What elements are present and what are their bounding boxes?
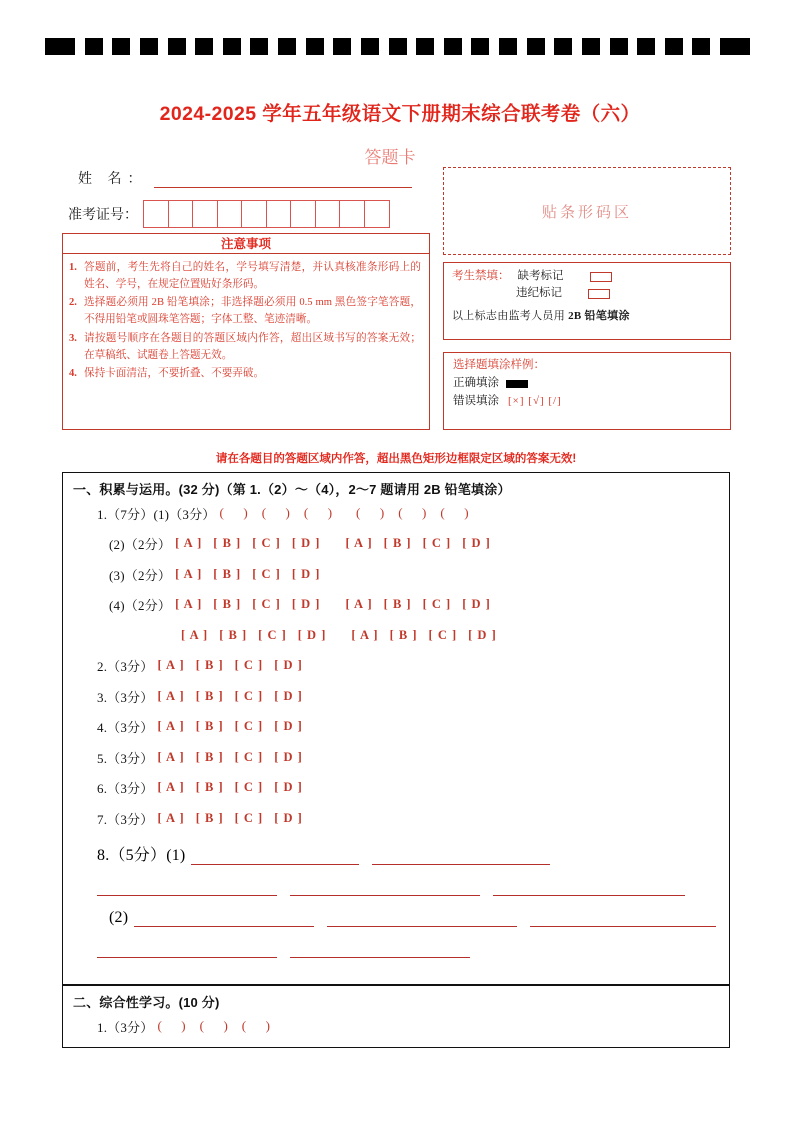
timing-mark: [223, 38, 241, 55]
notice-item-text: 答题前，考生先将自己的姓名，学号填写清楚，并认真核准条形码上的姓名、学号，在规定位置贴好条形码。: [84, 262, 421, 291]
absent-mark-row: [452, 268, 722, 285]
violation-mark-label: 违纪标记: [516, 287, 562, 300]
question-row: [63, 498, 729, 529]
question-row: [63, 529, 729, 560]
option-bubble-c[interactable]: [ C ]: [234, 810, 264, 825]
option-group: [157, 780, 313, 795]
timing-mark: [665, 38, 683, 55]
timing-mark: [637, 38, 655, 55]
answer-write-line[interactable]: [530, 912, 716, 927]
option-bubble-b[interactable]: [ B ]: [213, 536, 242, 551]
option-bubble-a[interactable]: [ A ]: [157, 749, 185, 764]
exam-number-cell[interactable]: [291, 201, 316, 227]
timing-mark: [389, 38, 407, 55]
option-bubble-b[interactable]: [ B ]: [195, 780, 224, 795]
option-group: [157, 719, 313, 734]
question-row: [63, 712, 729, 743]
answer-parenthesis[interactable]: ( ): [199, 1018, 228, 1034]
question-label: (4)（2分）: [109, 598, 172, 614]
option-bubble-d[interactable]: [ D ]: [274, 810, 303, 825]
answer-lines-row: [63, 927, 729, 958]
violation-mark-row: [452, 285, 722, 302]
option-bubble-d[interactable]: [ D ]: [291, 566, 321, 581]
correct-fill-label: 正确填涂: [453, 376, 499, 389]
question-label: 4.（3分）: [97, 720, 154, 736]
notice-list: [63, 254, 429, 382]
option-bubble-b[interactable]: [ B ]: [195, 658, 224, 673]
page-title: 2024-2025 学年五年级语文下册期末综合联考卷（六）: [159, 103, 641, 125]
answer-lines-row: [63, 865, 729, 896]
option-bubble-d[interactable]: [ D ]: [274, 780, 303, 795]
exam-number-cell[interactable]: [242, 201, 267, 227]
timing-mark: [499, 38, 517, 55]
option-bubble-b[interactable]: [ B ]: [195, 810, 224, 825]
option-bubble-a[interactable]: [ A ]: [345, 597, 373, 612]
option-bubble-c[interactable]: [ C ]: [252, 566, 281, 581]
option-bubble-b[interactable]: [ B ]: [219, 627, 248, 642]
option-bubble-d[interactable]: [ D ]: [297, 627, 327, 642]
option-bubble-d[interactable]: [ D ]: [291, 536, 321, 551]
timing-mark: [610, 38, 628, 55]
region-warning-text: 请在各题目的答题区域内作答，超出黑色矩形边框限定区域的答案无效!: [215, 453, 577, 465]
question-row: [63, 1011, 729, 1042]
option-bubble-d[interactable]: [ D ]: [274, 749, 303, 764]
question-label: 7.（3分）: [97, 811, 154, 827]
exam-number-row: [68, 200, 390, 228]
answer-lines-row: [63, 896, 729, 927]
barcode-paste-area: [443, 167, 731, 255]
question-label: 1.（7分）(1)（3分）: [97, 506, 216, 522]
exam-number-cell[interactable]: [365, 201, 390, 227]
question-row: [63, 559, 729, 590]
timing-mark: [140, 38, 158, 55]
timing-mark: [720, 38, 750, 55]
timing-mark: [333, 38, 351, 55]
question-row: [63, 681, 729, 712]
section-1-heading: 一、积累与运用。(32 分)（第 1.（2）～（4），2～7 题请用 2B 铅笔填涂）: [73, 482, 511, 497]
option-group: [175, 536, 331, 551]
question-label: (2)（2分）: [109, 537, 172, 553]
option-bubble-b[interactable]: [ B ]: [195, 688, 224, 703]
answer-sheet-subtitle: 答题卡: [364, 148, 416, 167]
section-2-heading: 二、综合性学习。(10 分): [73, 995, 220, 1010]
timing-mark: [554, 38, 572, 55]
notice-item: [69, 365, 421, 382]
option-bubble-c[interactable]: [ C ]: [252, 597, 281, 612]
option-bubble-d[interactable]: [ D ]: [274, 688, 303, 703]
wrong-fill-marks: [×] [√] [/]: [508, 395, 562, 407]
section-2-rows: [63, 1011, 729, 1042]
option-group: [345, 597, 501, 612]
exam-number-cell[interactable]: [144, 201, 169, 227]
option-bubble-a[interactable]: [ A ]: [175, 566, 203, 581]
exam-number-label: 准考证号：: [68, 208, 138, 223]
timing-mark: [692, 38, 710, 55]
timing-mark: [582, 38, 600, 55]
absent-mark-label: 缺考标记: [517, 270, 564, 282]
barcode-area-label: 贴条形码区: [541, 204, 632, 221]
absent-mark-checkbox[interactable]: [590, 272, 612, 282]
answer-write-line[interactable]: [372, 850, 550, 865]
option-bubble-a[interactable]: [ A ]: [181, 627, 209, 642]
exam-number-cell[interactable]: [218, 201, 243, 227]
question-label: (2): [109, 908, 129, 926]
timing-mark: [112, 38, 130, 55]
exam-number-cell[interactable]: [169, 201, 194, 227]
name-input-line[interactable]: [154, 172, 413, 188]
option-group: [157, 750, 313, 765]
exam-number-cell[interactable]: [267, 201, 292, 227]
option-group: [351, 628, 507, 643]
option-group: [157, 658, 313, 673]
wrong-fill-row: [453, 393, 721, 411]
notice-item-number: 4.: [69, 367, 77, 379]
option-group: [157, 811, 313, 826]
option-bubble-c[interactable]: [ C ]: [234, 719, 264, 734]
question-label: 3.（3分）: [97, 689, 154, 705]
answer-write-line[interactable]: [97, 943, 277, 958]
answer-write-line[interactable]: [97, 881, 277, 896]
notice-item: [69, 330, 421, 364]
notice-item-text: 选择题必须用 2B 铅笔填涂；非选择题必须用 0.5 mm 黑色签字笔答题，不得用铅笔或圆珠笔答题；字体工整、笔迹清晰。: [84, 297, 421, 326]
timing-mark: [85, 38, 103, 55]
option-bubble-b[interactable]: [ B ]: [195, 749, 224, 764]
question-row: [63, 773, 729, 804]
timing-mark: [168, 38, 186, 55]
option-bubble-d[interactable]: [ D ]: [274, 658, 303, 673]
option-bubble-d[interactable]: [ D ]: [274, 719, 303, 734]
question-label: 5.（3分）: [97, 750, 154, 766]
fill-sample-box: [443, 352, 731, 430]
option-bubble-d[interactable]: [ D ]: [462, 536, 491, 551]
answer-write-line[interactable]: [493, 881, 685, 896]
option-bubble-c[interactable]: [ C ]: [422, 536, 452, 551]
option-bubble-a[interactable]: [ A ]: [175, 536, 203, 551]
notice-item-text: 保持卡面清洁，不要折叠、不要弄破。: [84, 367, 265, 379]
invigilator-footnote-bold: 2B 铅笔填涂: [568, 309, 630, 322]
answer-write-line[interactable]: [327, 912, 517, 927]
answer-parenthesis[interactable]: ( ): [398, 505, 427, 521]
option-bubble-c[interactable]: [ C ]: [234, 658, 264, 673]
timing-mark: [444, 38, 462, 55]
question-label: 2.（3分）: [97, 659, 154, 675]
invigilator-marks-box: [443, 262, 731, 340]
option-bubble-d[interactable]: [ D ]: [468, 627, 497, 642]
question-row: [63, 620, 729, 651]
top-timing-marks: [45, 38, 750, 55]
section-comprehensive-study: [62, 985, 730, 1048]
notice-item-number: 2.: [69, 297, 77, 309]
answer-write-line[interactable]: [134, 912, 314, 927]
invigilator-lead-label: 考生禁填：: [452, 270, 510, 282]
violation-mark-checkbox[interactable]: [588, 289, 610, 299]
fill-sample-title: 选择题填涂样例：: [453, 359, 545, 371]
option-bubble-b[interactable]: [ B ]: [213, 597, 242, 612]
answer-parenthesis[interactable]: ( ): [303, 505, 333, 521]
option-group: [157, 689, 313, 704]
option-bubble-d[interactable]: [ D ]: [291, 597, 321, 612]
option-group: [181, 628, 337, 643]
exam-number-cell[interactable]: [193, 201, 218, 227]
notice-item-number: 3.: [69, 332, 77, 344]
exam-number-cell[interactable]: [316, 201, 341, 227]
timing-mark: [306, 38, 324, 55]
timing-mark: [278, 38, 296, 55]
option-bubble-c[interactable]: [ C ]: [422, 597, 452, 612]
option-bubble-b[interactable]: [ B ]: [383, 597, 412, 612]
option-bubble-a[interactable]: [ A ]: [351, 627, 379, 642]
name-field-row: [78, 168, 418, 188]
timing-mark: [527, 38, 545, 55]
question-row: [63, 651, 729, 682]
option-bubble-a[interactable]: [ A ]: [157, 780, 185, 795]
option-bubble-c[interactable]: [ C ]: [258, 627, 287, 642]
option-group: [345, 536, 501, 551]
option-bubble-c[interactable]: [ C ]: [428, 627, 458, 642]
option-bubble-a[interactable]: [ A ]: [157, 719, 185, 734]
answer-write-line[interactable]: [191, 850, 359, 865]
option-bubble-a[interactable]: [ A ]: [175, 597, 203, 612]
notice-item: [69, 259, 421, 293]
answer-write-line[interactable]: [290, 943, 470, 958]
option-group: [175, 567, 331, 582]
notice-title: 注意事项: [63, 234, 429, 254]
option-bubble-b[interactable]: [ B ]: [389, 627, 418, 642]
timing-mark: [195, 38, 213, 55]
question-label: (3)（2分）: [109, 567, 172, 583]
exam-number-cell[interactable]: [340, 201, 365, 227]
option-bubble-b[interactable]: [ B ]: [213, 566, 242, 581]
answer-parenthesis[interactable]: ( ): [219, 505, 248, 521]
option-bubble-c[interactable]: [ C ]: [234, 749, 264, 764]
option-bubble-a[interactable]: [ A ]: [157, 658, 185, 673]
question-row: [63, 742, 729, 773]
timing-mark: [250, 38, 268, 55]
invigilator-footnote: [452, 307, 722, 323]
answer-parenthesis[interactable]: ( ): [440, 505, 469, 521]
option-bubble-b[interactable]: [ B ]: [195, 719, 224, 734]
correct-fill-row: [453, 375, 721, 393]
option-bubble-a[interactable]: [ A ]: [345, 536, 373, 551]
notice-item: [69, 294, 421, 328]
answer-parenthesis[interactable]: ( ): [241, 1018, 270, 1034]
option-group: [175, 597, 331, 612]
question-row: [63, 803, 729, 834]
timing-mark: [45, 38, 75, 55]
option-bubble-a[interactable]: [ A ]: [157, 810, 185, 825]
invigilator-footnote-text: 以上标志由监考人员用: [452, 309, 569, 322]
option-bubble-c[interactable]: [ C ]: [234, 688, 264, 703]
section-1-rows: [63, 498, 729, 958]
option-bubble-b[interactable]: [ B ]: [383, 536, 412, 551]
name-label: 姓 名：: [78, 172, 148, 187]
notice-item-number: 1.: [69, 262, 77, 273]
exam-number-boxes[interactable]: [143, 200, 390, 228]
question-label: 6.（3分）: [97, 781, 154, 797]
answer-write-line[interactable]: [290, 881, 480, 896]
answer-parenthesis[interactable]: ( ): [356, 505, 385, 521]
notice-box: [62, 233, 430, 430]
option-bubble-c[interactable]: [ C ]: [234, 780, 264, 795]
timing-mark: [416, 38, 434, 55]
answer-parenthesis[interactable]: ( ): [261, 505, 290, 521]
answer-lines-row: [63, 834, 729, 865]
question-row: [63, 590, 729, 621]
option-bubble-d[interactable]: [ D ]: [462, 597, 491, 612]
option-bubble-c[interactable]: [ C ]: [252, 536, 281, 551]
wrong-fill-label: 错误填涂: [453, 394, 499, 407]
section-accumulation-and-application: [62, 472, 730, 985]
notice-item-text: 请按题号顺序在各题目的答题区域内作答，超出区域书写的答案无效；在草稿纸、试题卷上答题无效。: [84, 332, 421, 361]
question-label: 1.（3分）: [97, 1019, 154, 1035]
answer-parenthesis[interactable]: ( ): [157, 1018, 186, 1034]
correct-fill-swatch: [506, 380, 528, 388]
timing-mark: [361, 38, 379, 55]
timing-mark: [471, 38, 489, 55]
option-bubble-a[interactable]: [ A ]: [157, 688, 185, 703]
question-label: 8.（5分）(1): [97, 846, 186, 864]
